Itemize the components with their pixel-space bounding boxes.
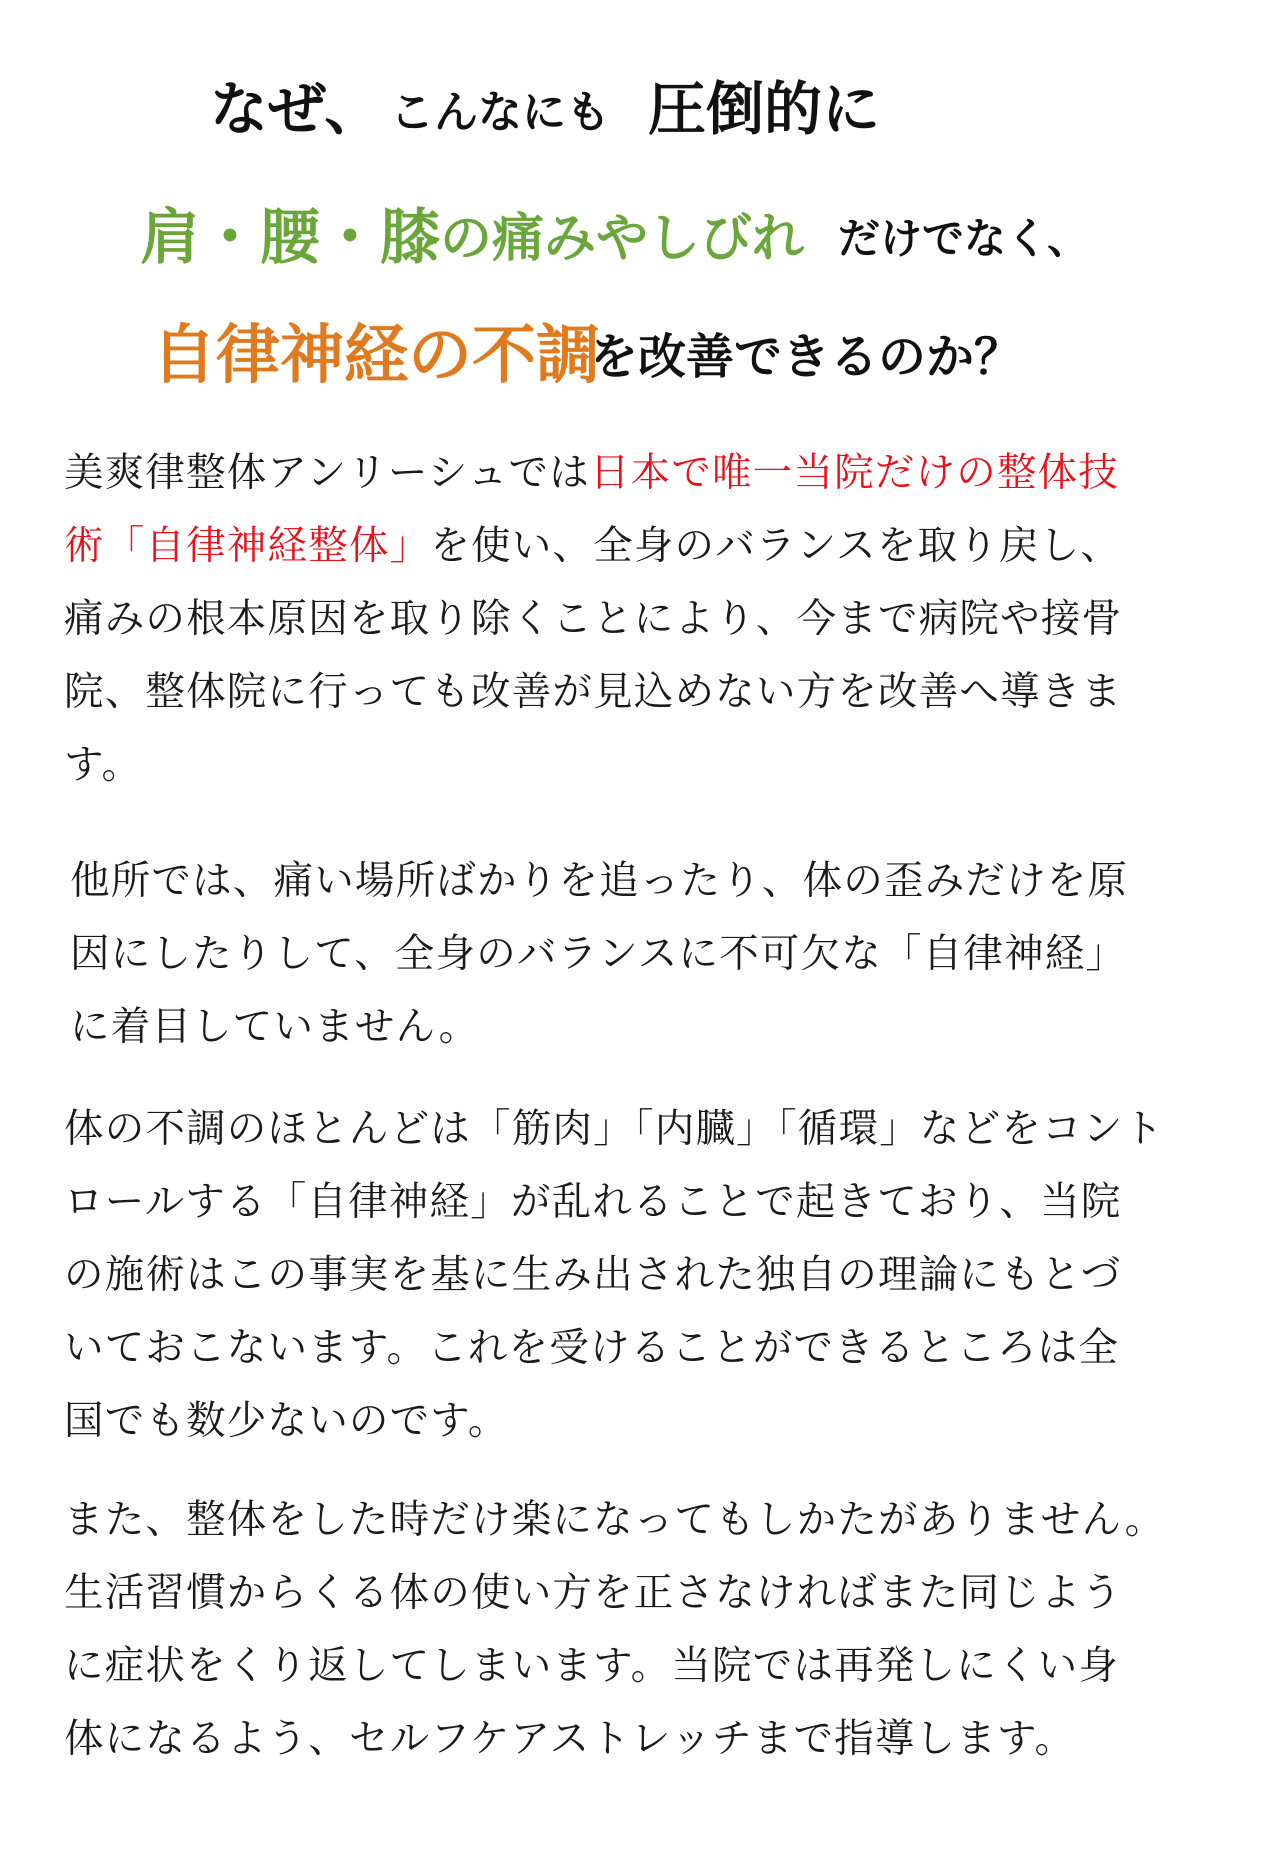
headline-naze: なぜ、 xyxy=(210,75,383,143)
intro-text: を使い、全身のバランスを取り戻し、 xyxy=(430,523,1122,569)
headline-body-parts: 肩・腰・膝 xyxy=(140,203,440,273)
paragraph-line: 院、整体院に行っても改善が見込めない方を改善へ導きま xyxy=(64,669,1123,715)
headline-attoteki: 圧倒的に xyxy=(648,75,881,143)
headline-konnanimo: こんなにも xyxy=(390,87,610,138)
headline-question: を改善できるのか？ xyxy=(590,329,1023,385)
paragraph-line: 国でも数少ないのです。 xyxy=(64,1398,509,1444)
paragraph-line: また、整体をした時だけ楽になってもしかたがありません。 xyxy=(64,1497,1166,1543)
paragraph-line: に着目していません。 xyxy=(70,1004,480,1050)
headline-autonomic-disorder: 自律神経の不調 xyxy=(152,318,600,393)
paragraph-cause xyxy=(64,1093,1224,1458)
paragraph-line: 生活習慣からくる体の使い方を正さなければまた同じよう xyxy=(64,1570,1123,1616)
intro-clinic-name: 美爽律整体アンリーシュでは xyxy=(64,450,590,496)
headline-not-only: だけでなく、 xyxy=(838,214,1090,263)
paragraph-selfcare xyxy=(64,1484,1224,1776)
paragraph-line: の施術はこの事実を基に生み出された独自の理論にもとづ xyxy=(64,1252,1122,1298)
headline-pain-numbness: の痛みやしびれ xyxy=(440,208,805,269)
paragraph-line: に症状をくり返してしまいます。当院では再発しにくい身 xyxy=(64,1643,1120,1689)
paragraph-line xyxy=(64,510,1224,583)
paragraph-line: 痛みの根本原因を取り除くことにより、今まで病院や接骨 xyxy=(64,596,1123,642)
paragraph-line xyxy=(64,437,1224,510)
paragraph-line: 他所では、痛い場所ばかりを追ったり、体の歪みだけを原 xyxy=(70,858,1129,904)
paragraph-line: ロールする「自律神経」が乱れることで起きており、当院 xyxy=(64,1179,1122,1225)
paragraph-line: す。 xyxy=(64,742,143,788)
paragraph-others xyxy=(70,845,1230,1064)
paragraph-line: いておこないます。これを受けることができるところは全 xyxy=(64,1325,1120,1371)
paragraph-line: 体の不調のほとんどは「筋肉」「内臓」「循環」などをコント xyxy=(64,1106,1165,1152)
paragraph-intro xyxy=(64,437,1224,802)
paragraph-line: 因にしたりして、全身のバランスに不可欠な「自律神経」 xyxy=(70,931,1127,977)
intro-highlight-unique: 日本で唯一当院だけの整体技 xyxy=(589,450,1120,496)
intro-highlight-technique: 術「自律神経整体」 xyxy=(64,523,431,569)
paragraph-line: 体になるよう、セルフケアストレッチまで指導します。 xyxy=(64,1716,1076,1762)
